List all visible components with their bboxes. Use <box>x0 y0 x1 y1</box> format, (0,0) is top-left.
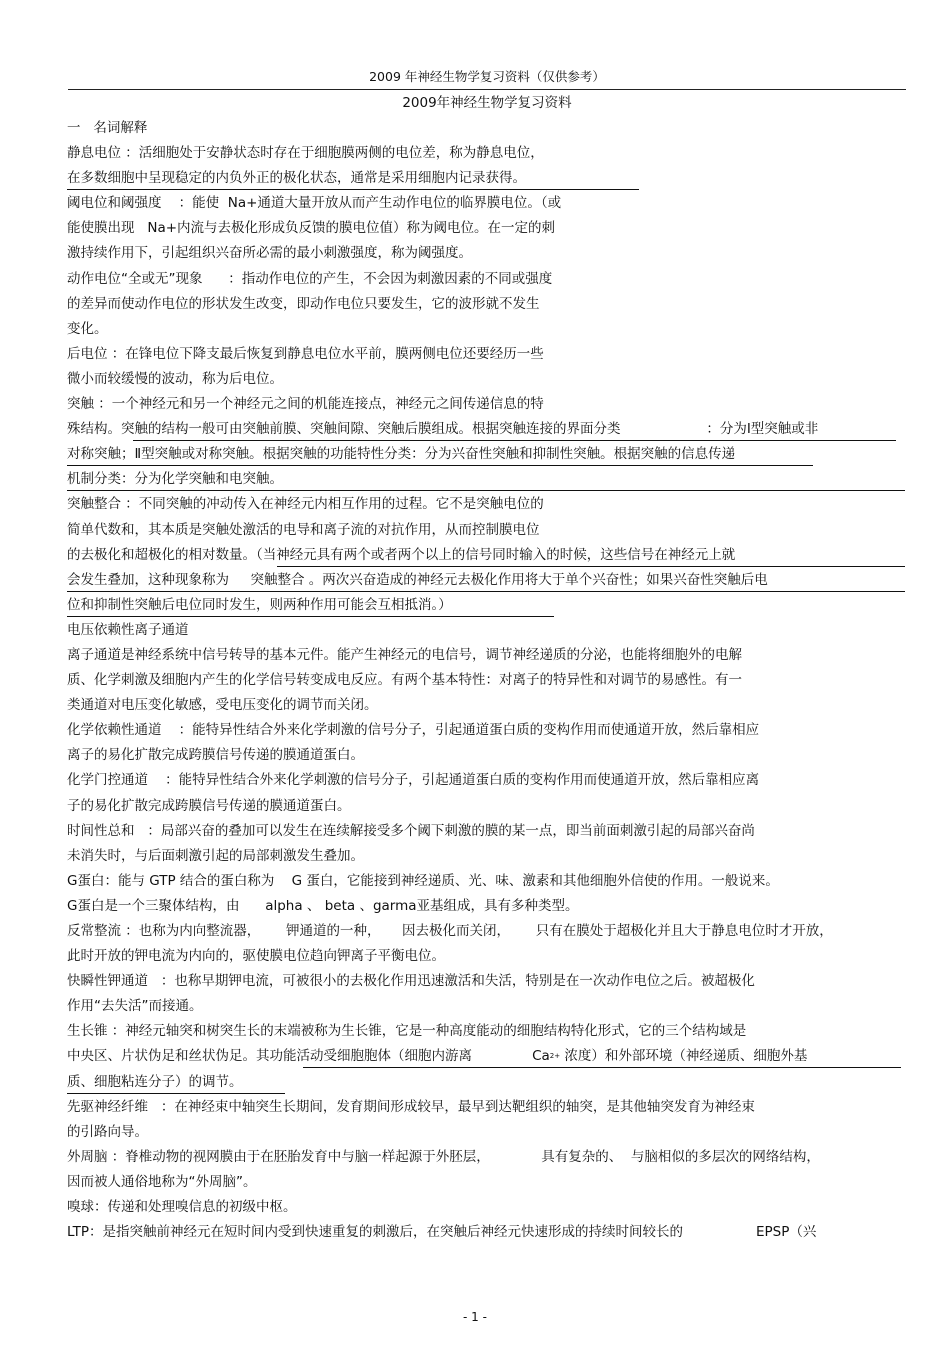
text-line: 突触整合 ：不同突触的冲动传入在神经元内相互作用的过程。它不是突触电位的 <box>67 496 544 513</box>
text-line: 激持续作用下，引起组织兴奋所必需的最小刺激强度，称为阈强度。 <box>67 245 472 262</box>
text-line: 微小而较缓慢的波动，称为后电位。 <box>67 370 283 387</box>
text-line: 的引路向导。 <box>67 1123 148 1140</box>
text-line: 反常整流 ：也称为内向整流器， 钾通道的一种， 因去极化而关闭， 只有在膜处于超极化并且大于静息电位时才开放， <box>67 923 833 939</box>
section-heading: 一 名词解释 <box>67 120 148 136</box>
text-line: 突触 ：一个神经元和另一个神经元之间的机能连接点，神经元之间传递信息的特 <box>67 396 544 413</box>
text-line: 离子的易化扩散完成跨膜信号传递的膜通道蛋白。 <box>67 747 364 764</box>
text-line <box>67 1046 905 1071</box>
text-line: 简单代数和，其本质是突触处激活的电导和离子流的对抗作用，从而控制膜电位 <box>67 521 540 538</box>
text-line: 此时开放的钾电流为内向的，驱使膜电位趋向钾离子平衡电位。 <box>67 948 445 965</box>
text-line: 对称突触；Ⅱ型突触或对称突触。根据突触的功能特性分类：分为兴奋性突触和抑制性突触。根据突触的信息传递 <box>67 444 905 469</box>
text-line: 子的易化扩散完成跨膜信号传递的膜通道蛋白。 <box>67 797 351 814</box>
text-line: 静息电位 ：活细胞处于安静状态时存在于细胞膜两侧的电位差，称为静息电位， <box>67 145 544 162</box>
text-line: LTP：是指突触前神经元在短时间内受到快速重复的刺激后，在突触后神经元快速形成的持续时间较长的 EPSP（兴 <box>67 1224 817 1241</box>
text-line: 会发生叠加，这种现象称为 突触整合 。两次兴奋造成的神经元去极化作用将大于单个兴奋性；如果兴奋性突触后电 <box>67 570 905 595</box>
text-line: 生长锥 ：神经元轴突和树突生长的末端被称为生长锥，它是一种高度能动的细胞结构特化形式，它的三个结构域是 <box>67 1023 747 1040</box>
text-line: 嗅球：传递和处理嗅信息的初级中枢。 <box>67 1199 297 1216</box>
header-rule <box>68 89 906 90</box>
text-line: 的差异而使动作电位的形状发生改变，即动作电位只要发生，它的波形就不发生 <box>67 295 540 312</box>
text-line: 殊结构。突触的结构一般可由突触前膜、突触间隙、突触后膜组成。根据突触连接的界面分类 ：分为Ⅰ型突触或非 <box>67 419 905 444</box>
text-line: 变化。 <box>67 320 108 337</box>
text-line: 离子通道是神经系统中信号转导的基本元件。能产生神经元的电信号，调节神经递质的分泌，也能将细胞外的电解 <box>67 646 742 663</box>
text-line: G蛋白：能与 GTP 结合的蛋白称为 G 蛋白，它能接到神经递质、光、味、激素和其他细胞外信使的作用。一般说来。 <box>67 872 779 889</box>
text-line: 在多数细胞中呈现稳定的内负外正的极化状态，通常是采用细胞内记录获得。 <box>67 168 905 193</box>
text-line: 因而被人通俗地称为“外周脑”。 <box>67 1173 257 1190</box>
page-number: - 1 - <box>463 1310 487 1324</box>
text-line: 快瞬性钾通道 ：也称早期钾电流，可被很小的去极化作用迅速激活和失活，特别是在一次动作电位之后。被超极化 <box>67 973 755 990</box>
text-line: 阈电位和阈强度 ：能使 Na+通道大量开放从而产生动作电位的临界膜电位。（或 <box>67 195 562 212</box>
text-segment: 中央区、片状伪足和丝状伪足。其功能活动受细胞胞体（细胞内游离 Ca <box>67 1048 550 1065</box>
text-line: 后电位 ：在锋电位下降支最后恢复到静息电位水平前，膜两侧电位还要经历一些 <box>67 345 544 362</box>
text-line: 化学门控通道 ：能特异性结合外来化学刺激的信号分子，引起通道蛋白质的变构作用而使通道开放，然后靠相应离 <box>67 772 760 789</box>
text-line: 外周脑 ：脊椎动物的视网膜由于在胚胎发育中与脑一样起源于外胚层， 具有复杂的、 与脑相似的多层次的网络结构， <box>67 1148 820 1165</box>
running-header: 2009 年神经生物学复习资料（仅供参考） <box>369 69 605 84</box>
text-line: 质、细胞粘连分子）的调节。 <box>67 1072 905 1097</box>
text-line: 动作电位“全或无”现象 ：指动作电位的产生，不会因为刺激因素的不同或强度 <box>67 270 553 287</box>
text-line: 位和抑制性突触后电位同时发生，则两种作用可能会互相抵消。） <box>67 595 905 620</box>
text-line: 机制分类：分为化学突触和电突触。 <box>67 469 905 494</box>
text-line: 作用“去失活”而接通。 <box>67 998 203 1015</box>
text-line: 先驱神经纤维 ：在神经束中轴突生长期间，发育期间形成较早，最早到达靶组织的轴突，是其他轴突发育为神经束 <box>67 1098 755 1115</box>
document-body <box>67 118 905 1247</box>
text-line: G蛋白是一个三聚体结构，由 alpha 、 beta 、garma亚基组成，具有多种类型。 <box>67 897 579 914</box>
ca-superscript: 2+ <box>549 1052 561 1061</box>
text-line: 的去极化和超极化的相对数量。（当神经元具有两个或者两个以上的信号同时输入的时候，这些信号在神经元上就 <box>67 545 905 570</box>
text-line: 电压依赖性离子通道 <box>67 621 189 638</box>
text-line: 质、化学刺激及细胞内产生的化学信号转变成电反应。有两个基本特性：对离子的特异性和对调节的易感性。有一 <box>67 672 742 689</box>
text-line: 化学依赖性通道 ：能特异性结合外来化学刺激的信号分子，引起通道蛋白质的变构作用而使通道开放，然后靠相应 <box>67 722 760 739</box>
text-line: 时间性总和 ：局部兴奋的叠加可以发生在连续解接受多个阈下刺激的膜的某一点，即当前面刺激引起的局部兴奋尚 <box>67 822 755 839</box>
text-line: 未消失时，与后面刺激引起的局部刺激发生叠加。 <box>67 847 364 864</box>
text-segment: 浓度）和外部环境（神经递质、细胞外基 <box>560 1048 808 1065</box>
text-line: 类通道对电压变化敏感，受电压变化的调节而关闭。 <box>67 697 378 714</box>
text-line: 能使膜出现 Na+内流与去极化形成负反馈的膜电位值）称为阈电位。在一定的刺 <box>67 220 556 237</box>
document-title: 2009年神经生物学复习资料 <box>402 95 572 111</box>
